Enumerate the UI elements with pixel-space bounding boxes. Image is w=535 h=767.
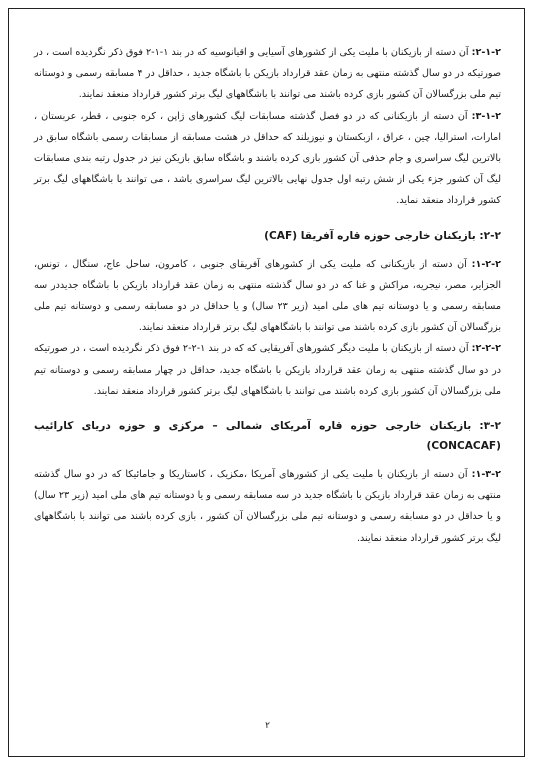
paragraph-text: آن دسته از بازیکنان با ملیت دیگر کشورهای آفریقایی که که در بند ۱-۲-۲ فوق ذکر نگردیده است ، در صورتیکه در دو سال گذشته منتهی به زمان عقد قرارداد بازیکن با باشگاه جدید، حداقل در چهار مسابقه رسمی و دوستانه تیم ملی بزرگسالان آن کشور بازی کرده باشند می توانند با باشگاههای لیگ برتر کشور قرارداد منعقد نمایند.: [34, 343, 501, 397]
paragraph-text: آن دسته از بازیکنان با ملیت یکی از کشورهای آسیایی و اقیانوسیه که در بند ۱-۱-۲ فوق ذکر نگردیده است ، در صورتیکه در دو سال گذشته منتهی به زمان عقد قرارداد بازیکن با باشگاه جدید ، حداقل در ۴ مسابقه رسمی و دوستانه تیم ملی بزرگسالان آن کشور بازی کرده باشند می توانند با باشگاههای لیگ برتر کشور قرارداد منعقد نمایند.: [34, 47, 501, 101]
paragraph-2-1-3: [34, 106, 501, 212]
section-heading-concacaf: ۳-۲: بازیکنان خارجی حوزه قاره آمریکای شمالی – مرکزی و حوزه دریای کارائیب (CONCACAF): [34, 420, 501, 453]
paragraph-2-2-2: [34, 338, 501, 402]
page-number: ۲: [265, 721, 270, 731]
paragraph-2-3-1: [34, 464, 501, 549]
paragraph-number: ۲-۱-۲:: [471, 47, 501, 58]
paragraph-text: آن دسته از بازیکنانی که در دو فصل گذشته مسابقات لیگ کشورهای ژاپن ، کره جنوبی ، قطر، عربستان ، امارات، استرالیا، چین ، عراق ، ازبکستان و نیوزیلند که حداقل در هشت مسابقه از مسابقات رسمی باشگاه سابق در بالاترین لیگ سراسری و جام حذفی آن کشور بازی کرده باشند و باشگاه سابق بازیکن نیز در جدول رتبه بندی مسابقات لیگ آن کشور جزء یکی از شش رتبه اول جدول نهایی بالاترین لیگ سراسری باشد ، می توانند با باشگاههای لیگ برتر کشور قرارداد منعقد نماید.: [34, 110, 501, 207]
paragraph-2-1-2: [34, 42, 501, 106]
paragraph-text: آن دسته از بازیکنانی که ملیت یکی از کشورهای آفریقای جنوبی ، کامرون، ساحل عاج، سنگال ، تونس، الجزایر، مصر، نیجریه، مراکش و غنا که در دو سال گذشته منتهی به زمان عقد قرارداد بازیکن با باشگاه جدیددر سه مسابقه رسمی و یا دوستانه تیم های ملی امید (زیر ۲۳ سال) و یا حداقل در دو مسابقه رسمی و دوستانه تیم ملی بزرگسالان آن کشور بازی کرده باشند می توانند با باشگاههای لیگ برتر قرارداد منعقد نمایند.: [34, 258, 501, 334]
section-heading-caf: ۲-۲: بازیکنان خارجی حوزه قاره آفریقا (CAF): [264, 229, 501, 242]
paragraph-number: ۲-۲-۲:: [471, 343, 501, 355]
document-body: [34, 42, 501, 549]
paragraph-number: ۱-۳-۲:: [471, 469, 501, 481]
paragraph-number: ۱-۲-۲:: [471, 258, 501, 270]
paragraph-number: ۳-۱-۲:: [471, 110, 501, 122]
paragraph-2-2-1: [34, 254, 501, 339]
paragraph-text: آن دسته از بازیکنان با ملیت یکی از کشورهای آمریکا ،مکزیک ، کاستاریکا و جامائیکا که در دو سال گذشته منتهی به زمان عقد قرارداد بازیکن با باشگاه جدید در سه مسابقه رسمی و یا دوستانه تیم های ملی امید (زیر ۲۳ سال) و یا حداقل در دو مسابقه رسمی و دوستانه تیم ملی بزرگسالان آن کشور ، بازی کرده باشند می توانند با باشگاههای لیگ برتر کشور قرارداد منعقد نمایند.: [34, 469, 501, 544]
